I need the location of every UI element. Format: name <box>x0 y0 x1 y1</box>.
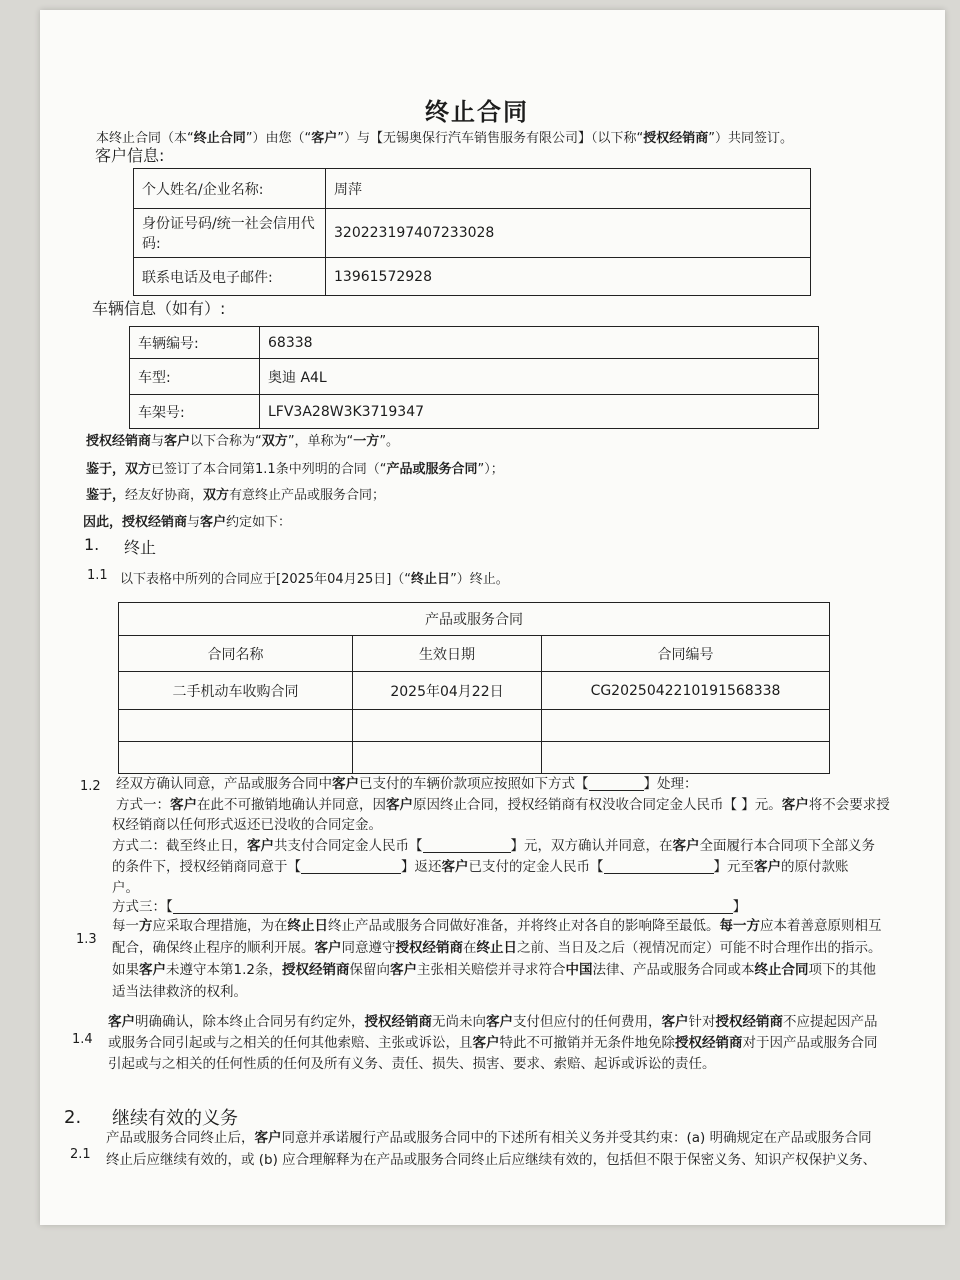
text: 终止产品或服务合同做好准备，并将终止对各自的影响降至最低。 <box>328 918 720 934</box>
text: 同意并承诺履行产品或服务合同中的下述所有相关义务并受其约束：(a) 明确规定在产品或服务合同 <box>281 1130 872 1146</box>
intro-bold: 授权经销商 <box>643 131 709 146</box>
bold-term: 客户 <box>672 838 700 854</box>
text: ”）终止。 <box>450 572 509 587</box>
intro-text: ”）与【无锡奥保行汽车销售服务有限公司】（以下称“ <box>337 131 644 146</box>
text: 方式二：截至终止日， <box>112 838 247 854</box>
text: 如果 <box>112 962 139 978</box>
bold-term: 产品或服务合同 <box>386 462 478 477</box>
table-cell: CG2025042210191568338 <box>542 672 830 710</box>
table-row <box>130 359 819 395</box>
table-value: 320223197407233028 <box>326 209 811 258</box>
text: 全面履行本合同项下全部义务 <box>699 838 875 854</box>
text: 已支付的定金人民币【 <box>468 859 604 875</box>
text: 与 <box>151 434 165 449</box>
clause-2-1-line-1 <box>106 1128 872 1149</box>
bold-term: 授权经销商 <box>715 1014 783 1030</box>
table-header-row <box>119 636 830 672</box>
text: 未遵守本第1.2条， <box>166 962 282 978</box>
text: 方式三：【 <box>112 899 173 915</box>
section-1-title: 终止 <box>124 538 157 557</box>
bold-term: 终止日 <box>287 918 328 934</box>
clause-1-2-line-2 <box>116 795 890 816</box>
intro-bold: 终止合同 <box>193 131 246 146</box>
table-value: LFV3A28W3K3719347 <box>260 395 819 429</box>
bold-term: 客户 <box>139 962 166 978</box>
text: 以下表格中所列的合同应于[2025年04月25日]（“ <box>120 572 412 587</box>
bold-term: 中国 <box>565 962 593 978</box>
table-cell: 2025年04月22日 <box>353 672 542 710</box>
text: 】处理： <box>643 776 698 792</box>
intro-text: ”）由您（“ <box>245 131 312 146</box>
table-row <box>134 258 811 296</box>
table-row <box>134 169 811 209</box>
blank-field <box>173 899 733 914</box>
text: 共支付合同定金人民币【 <box>274 838 423 854</box>
bold-term: 客户 <box>254 1130 282 1146</box>
text: 方式一： <box>116 797 170 813</box>
table-header: 生效日期 <box>353 636 542 672</box>
clause-1-3-line-3 <box>112 960 876 981</box>
clause-1-3-line-2 <box>112 938 882 959</box>
table-cell: 二手机动车收购合同 <box>119 672 353 710</box>
clause-1-2-line-6: 户。 <box>112 880 139 896</box>
bold-term: 客户 <box>247 838 274 854</box>
section-2-number: 2. <box>64 1107 82 1128</box>
whereas-2 <box>86 484 385 503</box>
clause-1-2-line-4 <box>112 836 875 857</box>
bold-term: 客户 <box>472 1035 500 1051</box>
table-cell <box>353 710 542 742</box>
clause-1-3-number: 1.3 <box>76 932 97 947</box>
bold-term: 客户 <box>441 859 469 875</box>
text: 已支付的车辆价款项应按照如下方式【 <box>359 776 589 792</box>
text: 原因终止合同，授权经销商有权没收合同定金人民币【 】元。 <box>413 797 782 813</box>
customer-info-heading: 客户信息: <box>95 146 165 165</box>
text: 项下的其他 <box>808 962 876 978</box>
table-row <box>134 209 811 258</box>
text: 经友好协商， <box>125 488 204 503</box>
clause-1-4-number: 1.4 <box>72 1032 93 1047</box>
clause-1-2-line-5 <box>112 857 849 878</box>
bold-term: 客户 <box>661 1014 689 1030</box>
table-label: 车型: <box>130 359 260 395</box>
bold-term: 客户 <box>108 1014 135 1030</box>
table-row <box>119 742 830 774</box>
text: 每一 <box>112 918 139 934</box>
bold-term: 终止合同 <box>754 962 809 978</box>
intro-text: 本终止合同（本“ <box>96 131 194 146</box>
bold-term: 客户 <box>200 515 227 530</box>
clause-1-4-line-2 <box>108 1033 878 1054</box>
text: 支付但应付的任何费用， <box>513 1014 662 1030</box>
text: 或服务合同引起或与之相关的任何其他索赔、主张或诉讼，且 <box>108 1035 473 1051</box>
intro-bold: 客户 <box>311 131 338 146</box>
text: 的原付款账 <box>781 859 849 875</box>
bold-term: 授权经销商 <box>364 1014 432 1030</box>
bold-term: 终止日 <box>411 572 451 587</box>
bold-term: 一方 <box>353 434 380 449</box>
bold-term: 双方 <box>125 462 152 477</box>
table-cell <box>542 742 830 774</box>
customer-info-table <box>133 168 811 296</box>
text: 主张相关赔偿并寻求符合 <box>416 962 566 978</box>
vehicle-info-table <box>129 326 819 429</box>
table-header: 合同编号 <box>542 636 830 672</box>
table-value: 奥迪 A4L <box>260 359 819 395</box>
text: ”，单称为“ <box>287 434 354 449</box>
blank-field <box>301 859 401 874</box>
clause-1-2-line-3: 权经销商以任何形式返还已没收的合同定金。 <box>112 817 382 833</box>
table-label: 联系电话及电子邮件: <box>134 258 326 296</box>
text: 】元，双方确认并同意，在 <box>510 838 673 854</box>
bold-term: 鉴于， <box>86 462 126 477</box>
text: 应本着善意原则相互 <box>760 918 882 934</box>
intro-text: ”）共同签订。 <box>708 131 794 146</box>
bold-term: 每一方 <box>719 918 760 934</box>
bold-term: 客户 <box>314 940 342 956</box>
text: 产品或服务合同终止后， <box>106 1130 255 1146</box>
blank-field <box>589 776 644 791</box>
bold-term: 客户 <box>386 797 413 813</box>
bold-term: 方 <box>139 918 153 934</box>
clause-1-3-line-4: 适当法律救济的权利。 <box>112 984 247 1000</box>
bold-term: 客户 <box>754 859 781 875</box>
clause-1-4-line-1 <box>108 1012 878 1033</box>
clause-2-1-line-2: 终止后应继续有效的，或 (b) 应合理解释为在产品或服务合同终止后应继续有效的，包括但不限于保密义务、知识产权保护义务、 <box>106 1152 877 1168</box>
vehicle-info-heading: 车辆信息（如有）: <box>92 299 226 318</box>
table-row <box>119 710 830 742</box>
blank-field <box>604 859 714 874</box>
text: 与 <box>187 515 201 530</box>
bold-term: 鉴于， <box>86 488 126 503</box>
clause-1-2-line-1 <box>116 774 698 795</box>
text: 的条件下，授权经销商同意于【 <box>112 859 301 875</box>
text: 在此不可撤销地确认并同意，因 <box>197 797 386 813</box>
text: 针对 <box>688 1014 716 1030</box>
text: 应采取合理措施，为在 <box>152 918 288 934</box>
text: 法律、产品或服务合同或本 <box>592 962 755 978</box>
text: 对于因产品或服务合同 <box>742 1035 878 1051</box>
bold-term: 授权经销商 <box>86 434 152 449</box>
table-label: 身份证号码/统一社会信用代码: <box>134 209 326 258</box>
table-label: 车架号: <box>130 395 260 429</box>
table-value: 13961572928 <box>326 258 811 296</box>
bold-term: 客户 <box>170 797 197 813</box>
text: 约定如下： <box>226 515 292 530</box>
text: 同意遵守 <box>341 940 396 956</box>
table-cell <box>119 742 353 774</box>
table-row <box>130 395 819 429</box>
table-cell <box>353 742 542 774</box>
text: 明确确认，除本终止合同另有约定外， <box>135 1014 365 1030</box>
table-row <box>119 672 830 710</box>
text: 】元至 <box>713 859 754 875</box>
bold-term: 客户 <box>332 776 359 792</box>
clause-1-2-number: 1.2 <box>80 779 101 794</box>
intro-paragraph <box>96 127 793 146</box>
clause-2-1-number: 2.1 <box>70 1147 91 1162</box>
text: 以下合称为“ <box>190 434 262 449</box>
clause-1-1-number: 1.1 <box>87 568 108 583</box>
table-label: 个人姓名/企业名称: <box>134 169 326 209</box>
clause-1-3-line-1 <box>112 916 882 937</box>
table-row <box>130 327 819 359</box>
table-value: 68338 <box>260 327 819 359</box>
bold-term: 授权经销商 <box>675 1035 743 1051</box>
text: ”。 <box>379 434 400 449</box>
text: 不应提起因产品 <box>783 1014 878 1030</box>
table-caption-row <box>119 603 830 636</box>
text: 】返还 <box>401 859 442 875</box>
text: 之前、当日及之后（视情况而定）可能不时合理作出的指示。 <box>517 940 882 956</box>
table-label: 车辆编号: <box>130 327 260 359</box>
text: 配合，确保终止程序的顺利开展。 <box>112 940 315 956</box>
table-header: 合同名称 <box>119 636 353 672</box>
clause-1-1 <box>120 568 509 587</box>
document-title: 终止合同 <box>425 98 529 126</box>
whereas-1 <box>86 458 504 477</box>
bold-term: 授权经销商 <box>281 962 350 978</box>
section-1-number: 1. <box>84 535 100 554</box>
text: 已签订了本合同第1.1条中列明的合同（“ <box>151 462 387 477</box>
bold-term: 客户 <box>486 1014 513 1030</box>
bold-term: 终止日 <box>476 940 517 956</box>
table-cell <box>542 710 830 742</box>
table-value: 周萍 <box>326 169 811 209</box>
text: 】 <box>732 899 747 915</box>
section-2-title: 继续有效的义务 <box>112 1108 238 1129</box>
bold-term: 授权经销商 <box>395 940 463 956</box>
text: 无尚未向 <box>432 1014 486 1030</box>
contract-table <box>118 602 830 774</box>
clause-1-4-line-3: 引起或与之相关的任何性质的任何及所有义务、责任、损失、损害、要求、索赔、起诉或诉讼的责任。 <box>108 1056 716 1072</box>
text: ”）； <box>477 462 504 477</box>
parties-definition <box>86 430 399 449</box>
table-cell <box>119 710 353 742</box>
bold-term: 双方 <box>203 488 230 503</box>
bold-term: 客户 <box>781 797 809 813</box>
text: 特此不可撤销并无条件地免除 <box>499 1035 675 1051</box>
blank-field <box>423 838 511 853</box>
table-caption: 产品或服务合同 <box>119 603 830 636</box>
text: 保留向 <box>349 962 390 978</box>
text: 在 <box>463 940 477 956</box>
therefore-clause <box>83 511 291 530</box>
bold-term: 客户 <box>389 962 417 978</box>
text: 将不会要求授 <box>808 797 890 813</box>
text: 经双方确认同意，产品或服务合同中 <box>116 776 332 792</box>
text: 有意终止产品或服务合同； <box>229 488 386 503</box>
bold-term: 因此，授权经销商 <box>83 515 188 530</box>
bold-term: 客户 <box>164 434 191 449</box>
bold-term: 双方 <box>261 434 288 449</box>
clause-1-2-line-7 <box>112 897 746 918</box>
